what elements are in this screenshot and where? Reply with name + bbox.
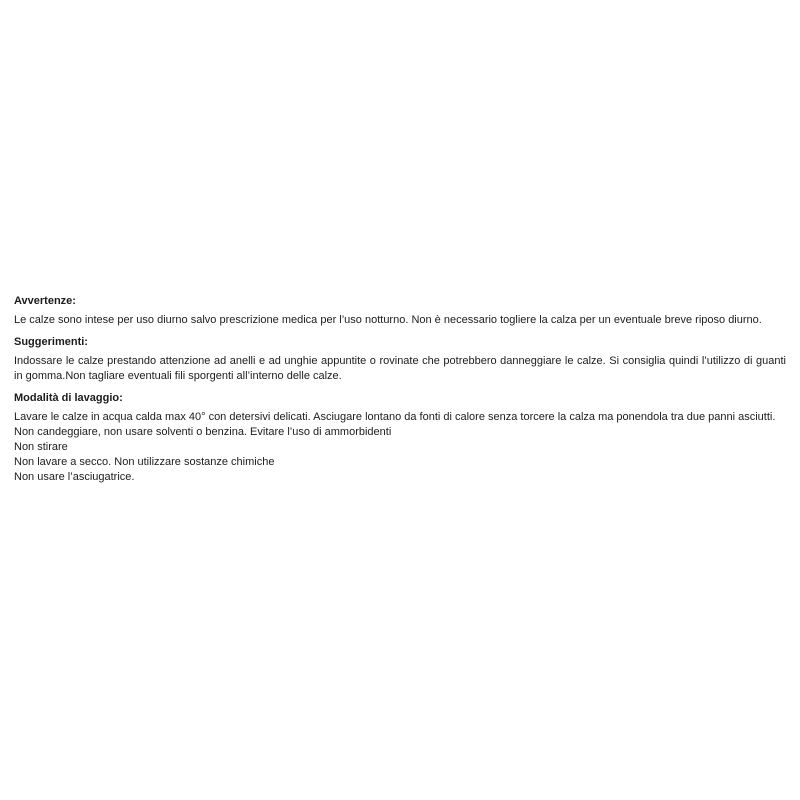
modalita-di-lavaggio-paragraph: [14, 410, 786, 485]
washing-instruction-line: Lavare le calze in acqua calda max 40° con detersivi delicati. Asciugare lontano da fonti di calore senza torcere la calza ma ponendola tra due panni asciutti.: [14, 411, 776, 423]
washing-instruction-line: Non candeggiare, non usare solventi o benzina. Evitare l’uso di ammorbidenti: [14, 426, 392, 438]
suggerimenti-heading: Suggerimenti:: [14, 336, 88, 348]
washing-instruction-line: Non stirare: [14, 441, 68, 453]
section-suggerimenti: [14, 335, 786, 384]
avvertenze-paragraph: Le calze sono intese per uso diurno salvo prescrizione medica per l’uso notturno. Non è necessario togliere la calza per un eventuale breve riposo diurno.: [14, 314, 762, 326]
section-modalita-di-lavaggio: [14, 391, 786, 485]
section-avvertenze: [14, 294, 786, 328]
modalita-di-lavaggio-heading: Modalità di lavaggio:: [14, 392, 123, 404]
avvertenze-heading: Avvertenze:: [14, 295, 76, 307]
washing-instruction-line: Non lavare a secco. Non utilizzare sostanze chimiche: [14, 456, 275, 468]
washing-instruction-line: Non usare l’asciugatrice.: [14, 471, 135, 483]
suggerimenti-paragraph: Indossare le calze prestando attenzione ad anelli e ad unghie appuntite o rovinate che potrebbero danneggiare le calze. Si consiglia quindi l’utilizzo di guanti in gomma.Non tagliare eventuali fili sporgenti all’interno delle calze.: [14, 355, 786, 382]
